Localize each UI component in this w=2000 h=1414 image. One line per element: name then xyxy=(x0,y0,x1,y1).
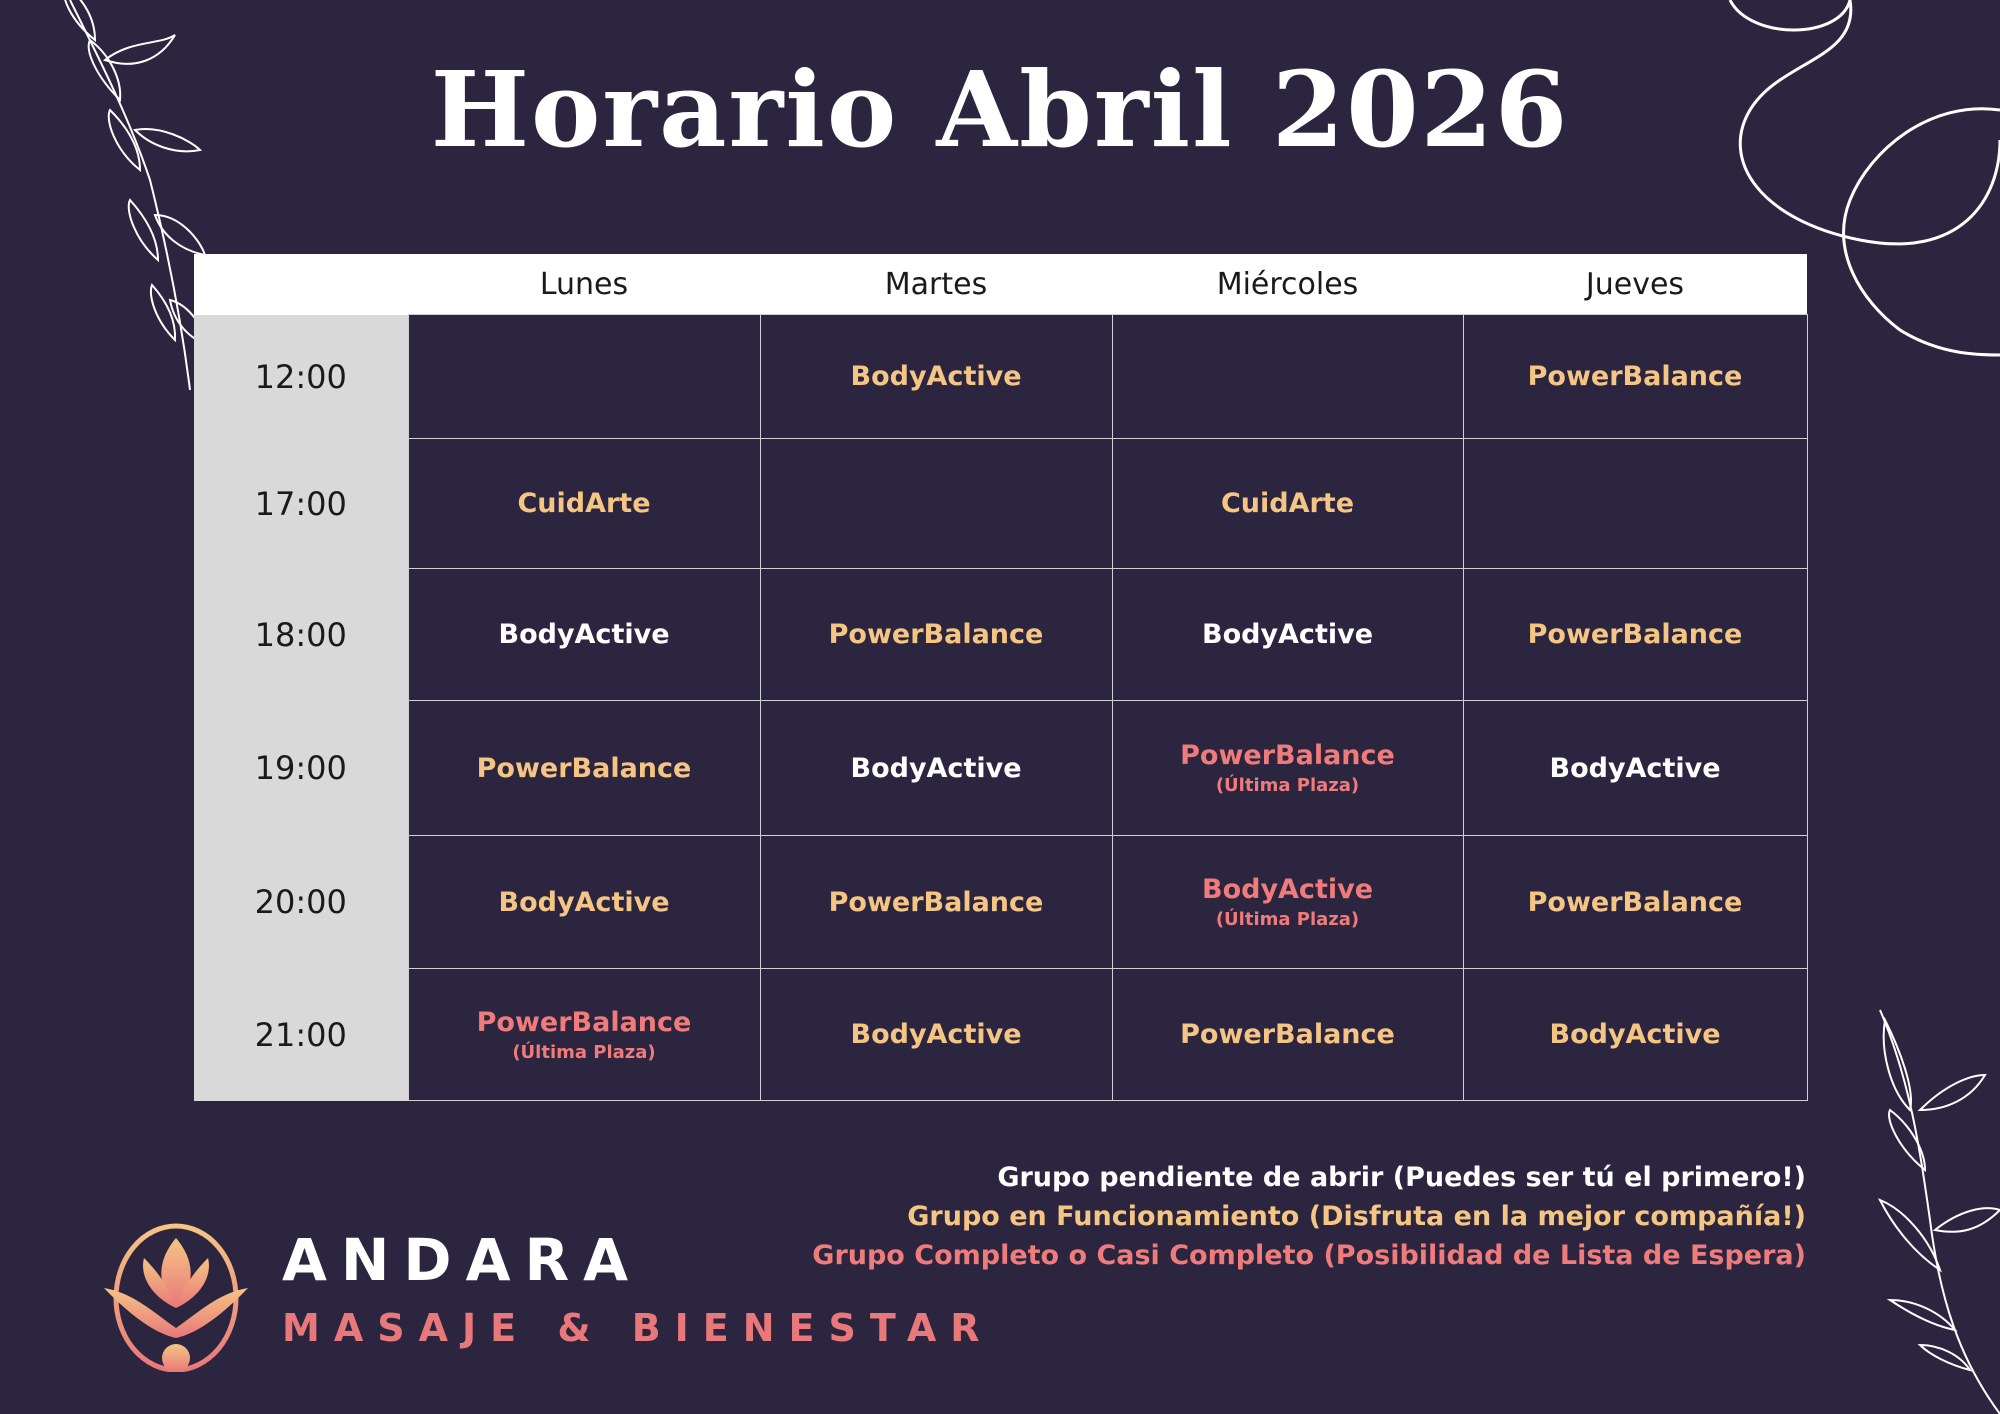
class-name: PowerBalance xyxy=(476,752,692,784)
time-slot: 21:00 xyxy=(194,969,408,1101)
class-name: CuidArte xyxy=(517,488,651,519)
schedule-cell xyxy=(1112,569,1463,701)
schedule-cell xyxy=(408,969,760,1101)
schedule-row xyxy=(194,701,1807,836)
day-header: Jueves xyxy=(1463,254,1807,315)
day-header: Miércoles xyxy=(1112,254,1463,315)
schedule-cell xyxy=(1463,569,1807,701)
leaf-branch-icon xyxy=(1860,1000,2000,1414)
class-name: BodyActive xyxy=(850,361,1022,392)
schedule-cell xyxy=(1463,315,1807,439)
schedule-cell xyxy=(1112,315,1463,439)
legend-item: Grupo pendiente de abrir (Puedes ser tú el primero!) xyxy=(997,1162,1806,1193)
schedule-cell xyxy=(1112,969,1463,1101)
legend-item: Grupo Completo o Casi Completo (Posibilidad de Lista de Espera) xyxy=(812,1240,1806,1271)
class-name: PowerBalance xyxy=(1180,740,1395,771)
time-slot: 12:00 xyxy=(194,315,408,439)
schedule-row xyxy=(194,315,1807,439)
schedule-cell xyxy=(408,439,760,569)
class-name: BodyActive xyxy=(498,619,670,650)
schedule-cell xyxy=(1112,701,1463,836)
schedule-cell xyxy=(1112,439,1463,569)
schedule-cell xyxy=(1463,969,1807,1101)
schedule-cell xyxy=(408,701,760,836)
schedule-cell xyxy=(408,315,760,439)
legend xyxy=(812,1158,1806,1275)
schedule-header-row xyxy=(194,254,1807,315)
class-name: BodyActive xyxy=(1201,874,1374,905)
schedule-cell xyxy=(1463,836,1807,969)
class-name: BodyActive xyxy=(1201,619,1374,650)
last-spot-note: (Última Plaza) xyxy=(1215,775,1360,796)
schedule-table xyxy=(194,254,1808,1101)
class-name: PowerBalance xyxy=(1527,361,1743,392)
schedule-cell xyxy=(1112,836,1463,969)
brand-name: ANDARA xyxy=(282,1226,643,1294)
schedule-cell xyxy=(408,836,760,969)
schedule-cell xyxy=(1463,439,1807,569)
class-name: BodyActive xyxy=(850,752,1022,784)
schedule-cell xyxy=(760,836,1112,969)
time-slot: 20:00 xyxy=(194,836,408,969)
schedule-row xyxy=(194,439,1807,569)
schedule-cell xyxy=(1463,701,1807,836)
time-slot: 19:00 xyxy=(194,701,408,836)
last-spot-note: (Última Plaza) xyxy=(512,1041,656,1063)
class-name: PowerBalance xyxy=(828,886,1044,918)
time-slot: 17:00 xyxy=(194,439,408,569)
schedule-cell xyxy=(760,969,1112,1101)
class-name: CuidArte xyxy=(1220,488,1355,519)
page-title: Horario Abril 2026 xyxy=(430,48,1570,171)
schedule-row xyxy=(194,569,1807,701)
schedule-row xyxy=(194,969,1807,1101)
schedule-body xyxy=(194,315,1807,1101)
class-name: BodyActive xyxy=(1549,1019,1721,1050)
class-name: BodyActive xyxy=(1549,752,1721,784)
legend-item: Grupo en Funcionamiento (Disfruta en la mejor compañía!) xyxy=(907,1201,1806,1232)
brand-tagline: MASAJE & BIENESTAR xyxy=(282,1306,994,1350)
class-name: PowerBalance xyxy=(1527,619,1743,650)
class-name: PowerBalance xyxy=(1527,886,1743,918)
last-spot-note: (Última Plaza) xyxy=(1215,909,1360,930)
day-header: Lunes xyxy=(408,254,760,315)
class-name: BodyActive xyxy=(850,1019,1022,1050)
class-name: PowerBalance xyxy=(476,1006,692,1038)
time-slot: 18:00 xyxy=(194,569,408,701)
schedule-cell xyxy=(408,569,760,701)
class-name: PowerBalance xyxy=(1180,1019,1395,1050)
schedule-cell xyxy=(760,315,1112,439)
schedule-row xyxy=(194,836,1807,969)
class-name: PowerBalance xyxy=(828,619,1044,650)
schedule-cell xyxy=(760,439,1112,569)
day-header: Martes xyxy=(760,254,1112,315)
class-name: BodyActive xyxy=(498,886,670,918)
header-corner xyxy=(194,254,408,315)
schedule-cell xyxy=(760,569,1112,701)
lotus-hands-logo-icon xyxy=(104,1218,248,1372)
schedule-cell xyxy=(760,701,1112,836)
